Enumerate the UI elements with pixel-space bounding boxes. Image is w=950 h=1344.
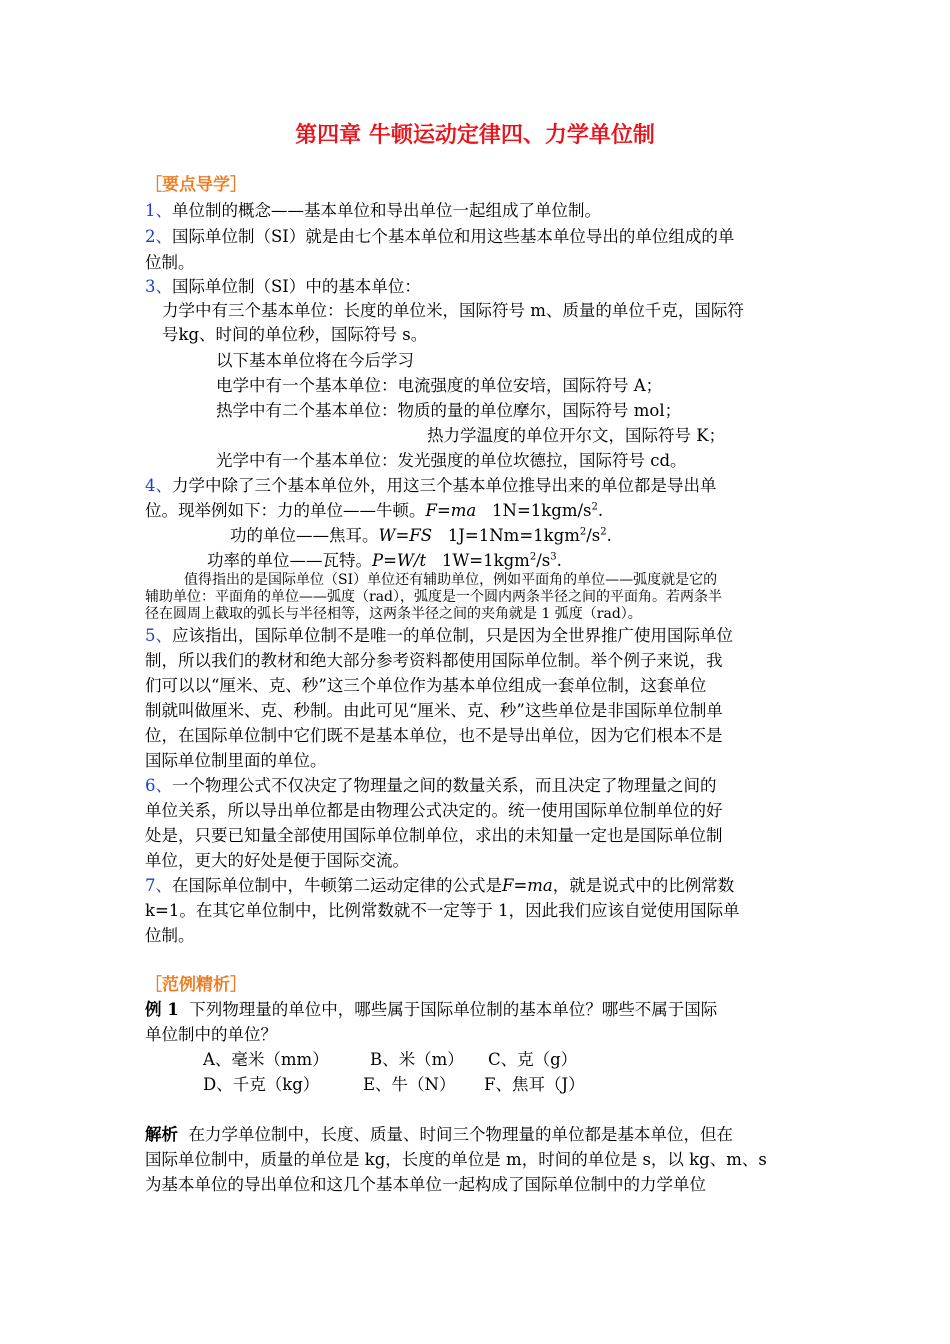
point-number: 5、: [145, 626, 172, 645]
point-text: 国际单位制（SI）就是由七个基本单位和用这些基本单位导出的单位组成的单: [172, 227, 735, 246]
section-heading-guide: ［要点导学］: [145, 175, 247, 195]
point-3-thermal-cont: 热力学温度的单位开尔文，国际符号 K；: [427, 426, 726, 445]
example-label: 例 1: [145, 1000, 179, 1019]
point-3-electric: 电学中有一个基本单位：电流强度的单位安培，国际符号 A；: [216, 376, 663, 395]
note-line-1: 值得指出的是国际单位（SI）单位还有辅助单位，例如平面角的单位——弧度就是它的: [184, 572, 718, 588]
point-number: 2、: [145, 227, 172, 246]
note-line-2: 辅助单位：平面角的单位——弧度（rad），弧度是一个圆内两条半径之间的平面角。若两条半: [145, 589, 722, 605]
section-heading-examples: ［范例精析］: [145, 975, 247, 995]
point-2: [145, 224, 734, 250]
point-text: 力学中除了三个基本单位外，用这三个基本单位推导出来的单位都是导出单: [172, 476, 717, 495]
point-3-mechanics: 力学中有三个基本单位：长度的单位米，国际符号 m、质量的单位千克，国际符: [162, 301, 744, 320]
point-number: 3、: [145, 277, 172, 296]
point-text: 应该指出，国际单位制不是唯一的单位制，只是因为全世界推广使用国际单位: [172, 626, 733, 645]
page-title: 第四章 牛顿运动定律四、力学单位制: [295, 123, 655, 148]
option-c: C、克（g）: [488, 1050, 578, 1069]
point-2-cont: 位制。: [145, 253, 195, 272]
point-text: 一个物理公式不仅决定了物理量之间的数量关系，而且决定了物理量之间的: [172, 776, 717, 795]
point-1: [145, 198, 601, 224]
point-6-cont-2: 处是，只要已知量全部使用国际单位制单位，求出的未知量一定也是国际单位制: [145, 826, 723, 845]
option-f: F、焦耳（J）: [484, 1075, 585, 1094]
example-1-question: 例 1 下列物理量的单位中，哪些属于国际单位制的基本单位？哪些不属于国际: [145, 1000, 718, 1019]
example-1-question-cont: 单位制中的单位？: [145, 1025, 277, 1044]
point-number: 4、: [145, 476, 172, 495]
analysis-label: 解析: [145, 1125, 178, 1144]
point-7-cont-2: 位制。: [145, 926, 195, 945]
point-text: 单位制的概念——基本单位和导出单位一起组成了单位制。: [172, 201, 601, 220]
option-e: E、牛（N）: [363, 1075, 456, 1094]
point-6-cont-3: 单位，更大的好处是便于国际交流。: [145, 851, 409, 870]
point-number: 7、: [145, 876, 172, 895]
point-4-force: 位。现举例如下：力的单位——牛顿。F=ma $1N=1kgm/s^2$.: [145, 501, 604, 520]
point-5-cont-5: 国际单位制里面的单位。: [145, 751, 327, 770]
point-6-cont-1: 单位关系，所以导出单位都是由物理公式决定的。统一使用国际单位制单位的好: [145, 801, 723, 820]
point-5: [145, 623, 733, 649]
point-4-power: 功率的单位——瓦特。P=W/t $1W=1kgm^2/s^3$.: [207, 551, 562, 570]
point-7-cont-1: k=1。在其它单位制中，比例常数就不一定等于 1，因此我们应该自觉使用国际单: [145, 901, 740, 920]
point-number: 1、: [145, 201, 172, 220]
point-5-cont-2: 们可以以“厘米、克、秒”这三个单位作为基本单位组成一套单位制，这套单位: [145, 676, 707, 695]
analysis-line-2: 国际单位制中，质量的单位是 kg，长度的单位是 m，时间的单位是 s，以 kg、m、s: [145, 1150, 767, 1169]
point-3-thermal: 热学中有二个基本单位：物质的量的单位摩尔，国际符号 mol；: [216, 401, 682, 420]
point-6: [145, 773, 717, 799]
point-5-cont-4: 位，在国际单位制中它们既不是基本单位，也不是导出单位，因为它们根本不是: [145, 726, 723, 745]
point-4-work: 功的单位——焦耳。W=FS $1J=1Nm=1kgm^2/s^2$.: [230, 526, 612, 545]
point-text: 国际单位制（SI）中的基本单位：: [172, 277, 421, 296]
point-5-cont-1: 制，所以我们的教材和绝大部分参考资料都使用国际单位制。举个例子来说，我: [145, 651, 723, 670]
point-3-optical: 光学中有一个基本单位：发光强度的单位坎德拉，国际符号 cd。: [216, 451, 687, 470]
option-b: B、米（m）: [370, 1050, 464, 1069]
analysis-line-3: 为基本单位的导出单位和这几个基本单位一起构成了国际单位制中的力学单位: [145, 1175, 706, 1194]
point-5-cont-3: 制就叫做厘米、克、秒制。由此可见“厘米、克、秒”这些单位是非国际单位制单: [145, 701, 723, 720]
point-number: 6、: [145, 776, 172, 795]
option-d: D、千克（kg）: [203, 1075, 320, 1094]
analysis-line-1: 解析 在力学单位制中，长度、质量、时间三个物理量的单位都是基本单位，但在: [145, 1125, 733, 1144]
option-a: A、毫米（mm）: [203, 1050, 329, 1069]
point-4: [145, 473, 717, 499]
point-3-later: 以下基本单位将在今后学习: [216, 351, 414, 370]
point-7: 7、在国际单位制中，牛顿第二运动定律的公式是F=ma，就是说式中的比例常数: [145, 876, 735, 895]
point-3: [145, 274, 421, 300]
point-3-mechanics-cont: 号kg、时间的单位秒，国际符号 s。: [162, 325, 428, 344]
note-line-3: 径在圆周上截取的弧长与半径相等，这两条半径之间的夹角就是 1 弧度（rad）。: [145, 606, 642, 622]
